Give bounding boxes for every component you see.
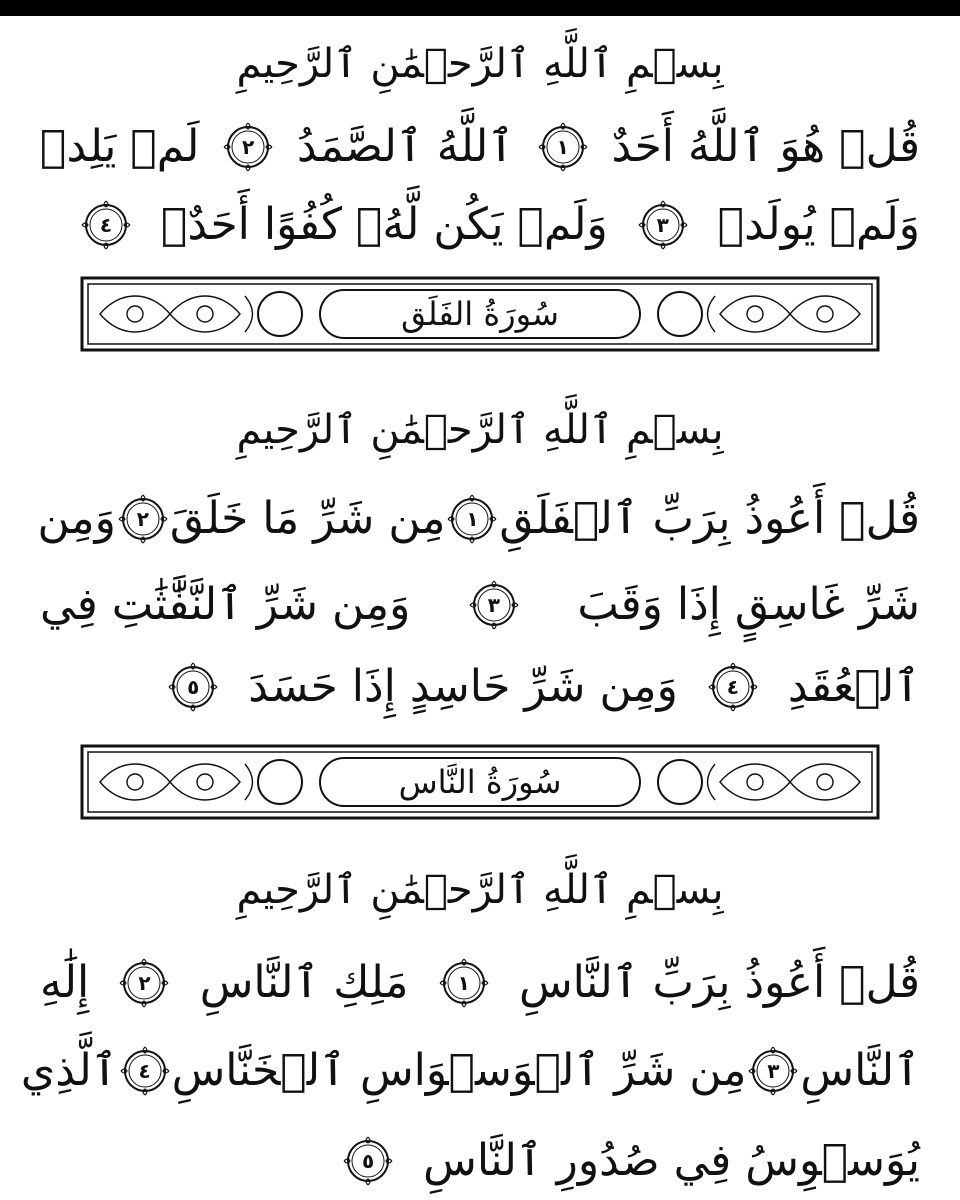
surah-title-falaq: سُورَةُ الفَلَق xyxy=(401,295,559,333)
verse-text: وَمِن شَرِّ ٱلنَّفَّٰثَٰتِ فِي xyxy=(40,579,411,630)
ayah-number-marker xyxy=(341,1134,395,1188)
verse-text: مِن شَرِّ مَا خَلَقَ xyxy=(169,493,446,544)
verse-text: وَلَمۡ يَكُن لَّهُۥ كُفُوًا أَحَدٌۢ xyxy=(160,199,608,250)
verse-text: ٱلَّذِي xyxy=(20,1045,118,1096)
verse-line xyxy=(37,492,920,546)
surah-header-falaq xyxy=(80,276,880,352)
ayah-number-marker xyxy=(118,1044,172,1098)
verse-line xyxy=(20,1044,920,1098)
verse-text: ٱللَّهُ ٱلصَّمَدُ xyxy=(296,121,515,172)
verse-text: قُلۡ هُوَ ٱللَّهُ أَحَدٌ xyxy=(611,121,920,172)
ayah-number: ٢ xyxy=(136,507,149,531)
ayah-number-marker xyxy=(636,198,690,252)
verse-text: وَلَمۡ يُولَدۡ xyxy=(717,199,920,250)
ayah-number-marker xyxy=(221,120,275,174)
verse-text: مَلِكِ ٱلنَّاسِ xyxy=(199,957,409,1008)
verse-text: ٱلنَّاسِ xyxy=(800,1045,920,1096)
top-black-bar xyxy=(0,0,960,16)
ayah-number-marker xyxy=(746,1044,800,1098)
ayah-number-marker xyxy=(536,120,590,174)
verse-text: إِلَٰهِ xyxy=(40,957,90,1008)
ayah-number-marker xyxy=(79,198,133,252)
ayah-number: ٢ xyxy=(138,971,151,995)
ayah-number-marker xyxy=(467,578,521,632)
verse-line xyxy=(40,198,920,252)
ayah-number: ٢ xyxy=(242,135,255,159)
verse-text: قُلۡ أَعُوذُ بِرَبِّ ٱلنَّاسِ xyxy=(518,957,920,1008)
ayah-number: ٣ xyxy=(767,1059,780,1083)
verse-text: مِن شَرِّ ٱلۡوَسۡوَاسِ ٱلۡخَنَّاسِ xyxy=(171,1045,747,1096)
verse-text: وَمِن شَرِّ حَاسِدٍ إِذَا حَسَدَ xyxy=(248,661,678,712)
basmala-ikhlas: بِسۡمِ ٱللَّهِ ٱلرَّحۡمَٰنِ ٱلرَّحِيمِ xyxy=(236,41,724,87)
ayah-number: ٣ xyxy=(656,213,669,237)
ayah-number: ٤ xyxy=(99,213,113,237)
ayah-number-marker xyxy=(166,660,220,714)
basmala-falaq: بِسۡمِ ٱللَّهِ ٱلرَّحۡمَٰنِ ٱلرَّحِيمِ xyxy=(236,407,724,453)
ayah-number: ١ xyxy=(466,507,479,531)
verse-text: ٱلۡعُقَدِ xyxy=(787,661,920,712)
surah-header-nas xyxy=(80,744,880,820)
verse-line xyxy=(40,956,920,1010)
verse-line xyxy=(40,660,920,714)
ayah-number-marker xyxy=(437,956,491,1010)
ayah-number: ٥ xyxy=(187,675,200,699)
ayah-number-marker xyxy=(117,956,171,1010)
ayah-number-marker xyxy=(706,660,760,714)
verse-text: شَرِّ غَاسِقٍ إِذَا وَقَبَ xyxy=(577,579,920,630)
verse-text: يُوَسۡوِسُ فِي صُدُورِ ٱلنَّاسِ xyxy=(423,1135,920,1186)
verse-text: لَمۡ يَلِدۡ xyxy=(40,121,200,172)
ayah-number: ١ xyxy=(556,135,569,159)
verse-line xyxy=(40,120,920,174)
verse-line xyxy=(40,578,920,632)
surah-title-nas: سُورَةُ النَّاس xyxy=(398,763,562,801)
ayah-number: ٤ xyxy=(138,1059,151,1083)
verse-text: وَمِن xyxy=(37,493,116,544)
ayah-number: ١ xyxy=(457,971,470,995)
ayah-number-marker xyxy=(116,492,170,546)
ayah-number: ٥ xyxy=(362,1149,375,1173)
verse-text: قُلۡ أَعُوذُ بِرَبِّ ٱلۡفَلَقِ xyxy=(499,493,920,544)
ayah-number: ٤ xyxy=(726,675,739,699)
ayah-number-marker xyxy=(445,492,499,546)
basmala-nas: بِسۡمِ ٱللَّهِ ٱلرَّحۡمَٰنِ ٱلرَّحِيمِ xyxy=(236,867,724,913)
verse-line xyxy=(40,1134,920,1188)
ayah-number: ٣ xyxy=(487,593,500,617)
